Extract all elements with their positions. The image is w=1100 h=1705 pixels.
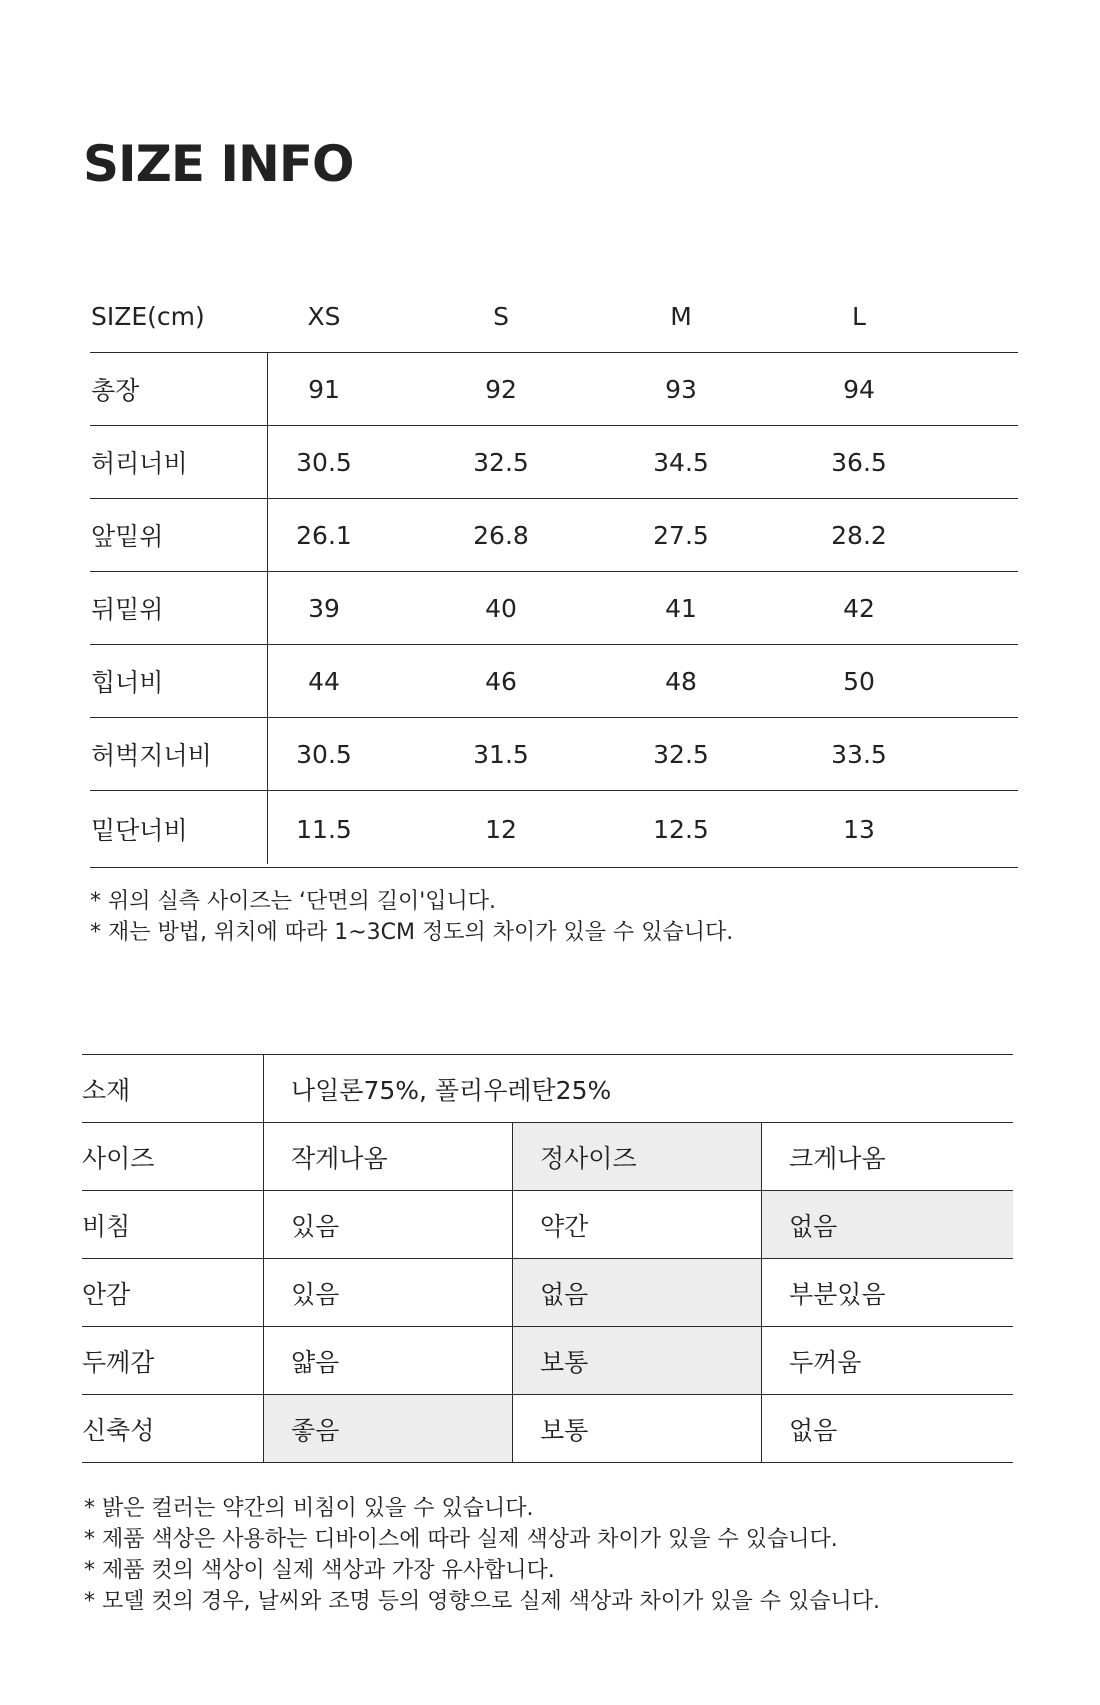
material-row: [82, 1055, 1013, 1123]
table-cell: 50: [843, 666, 875, 696]
row-label: 힙너비: [91, 668, 164, 697]
attribute-option: 작게나옴: [291, 1143, 388, 1173]
note-line: * 모델 컷의 경우, 날씨와 조명 등의 영향으로 실제 색상과 차이가 있을 수 있습니다.: [84, 1589, 880, 1614]
row-label: 뒤밑위: [91, 595, 164, 624]
table-cell: 12: [485, 814, 517, 844]
row-label: 허리너비: [91, 449, 188, 478]
table-cell: 44: [308, 666, 340, 696]
table-cell: 27.5: [653, 520, 709, 550]
table-cell: 39: [308, 593, 340, 623]
attribute-option: 없음: [761, 1191, 1013, 1258]
material-table: [82, 1054, 1013, 1463]
table-row: [90, 353, 1018, 426]
note-line: * 위의 실측 사이즈는 ‘단면의 길이'입니다.: [90, 889, 497, 914]
attribute-option: 보통: [512, 1395, 761, 1462]
table-cell: 30.5: [296, 447, 352, 477]
attribute-row: [82, 1191, 1013, 1259]
table-cell: 12.5: [653, 814, 709, 844]
attribute-row: [82, 1259, 1013, 1327]
attribute-option: 있음: [291, 1279, 340, 1309]
attribute-label: 신축성: [82, 1415, 155, 1445]
attribute-option: 얇음: [291, 1347, 340, 1377]
attribute-option: 약간: [512, 1191, 761, 1258]
table-cell: 93: [665, 374, 697, 404]
row-label: 허벅지너비: [91, 741, 212, 770]
material-label: 소재: [82, 1075, 131, 1105]
attribute-row: [82, 1395, 1013, 1463]
table-cell: 48: [665, 666, 697, 696]
table-cell: 32.5: [473, 447, 529, 477]
table-cell: 41: [665, 593, 697, 623]
note-line: * 밝은 컬러는 약간의 비침이 있을 수 있습니다.: [84, 1496, 534, 1521]
size-header-xs: XS: [307, 301, 341, 331]
table-cell: 92: [485, 374, 517, 404]
attribute-option: 두꺼움: [761, 1327, 1013, 1394]
size-header-l: L: [852, 301, 866, 331]
attribute-row: [82, 1123, 1013, 1191]
table-cell: 26.1: [296, 520, 352, 550]
table-cell: 26.8: [473, 520, 529, 550]
material-notes: [84, 1493, 880, 1617]
table-cell: 46: [485, 666, 517, 696]
attribute-label: 비침: [82, 1211, 131, 1241]
material-value: 나일론75%, 폴리우레탄25%: [291, 1075, 612, 1105]
table-row: [90, 499, 1018, 572]
size-table: [90, 280, 1018, 868]
table-row: [90, 718, 1018, 791]
table-cell: 11.5: [296, 814, 352, 844]
table-cell: 40: [485, 593, 517, 623]
size-header-s: S: [493, 301, 509, 331]
attribute-label: 안감: [82, 1279, 131, 1309]
attribute-label: 두께감: [82, 1347, 155, 1377]
table-cell: 91: [308, 374, 340, 404]
attribute-option: 없음: [761, 1395, 1013, 1462]
attribute-label: 사이즈: [82, 1143, 155, 1173]
attribute-option: 정사이즈: [512, 1123, 761, 1190]
table-cell: 33.5: [831, 739, 887, 769]
table-cell: 31.5: [473, 739, 529, 769]
table-cell: 30.5: [296, 739, 352, 769]
page-title: SIZE INFO: [83, 135, 354, 193]
attribute-option: 없음: [512, 1259, 761, 1326]
table-row: [90, 645, 1018, 718]
note-line: * 제품 컷의 색상이 실제 색상과 가장 유사합니다.: [84, 1558, 555, 1583]
table-cell: 28.2: [831, 520, 887, 550]
size-table-header: [90, 280, 1018, 353]
table-cell: 32.5: [653, 739, 709, 769]
note-line: * 재는 방법, 위치에 따라 1~3CM 정도의 차이가 있을 수 있습니다.: [90, 920, 734, 945]
row-label: 밑단너비: [91, 816, 188, 845]
size-header-m: M: [670, 301, 692, 331]
row-label: 총장: [91, 376, 140, 405]
attribute-option: 있음: [291, 1211, 340, 1241]
table-row: [90, 426, 1018, 499]
table-cell: 34.5: [653, 447, 709, 477]
size-header-label: SIZE(cm): [91, 301, 205, 331]
row-label: 앞밑위: [91, 522, 164, 551]
table-row: [90, 791, 1018, 868]
table-cell: 36.5: [831, 447, 887, 477]
attribute-row: [82, 1327, 1013, 1395]
attribute-option: 크게나옴: [761, 1123, 1013, 1190]
table-cell: 42: [843, 593, 875, 623]
attribute-option: 부분있음: [761, 1259, 1013, 1326]
table-row: [90, 572, 1018, 645]
attribute-option: 좋음: [264, 1395, 512, 1462]
attribute-option: 보통: [512, 1327, 761, 1394]
table-cell: 13: [843, 814, 875, 844]
size-notes: [90, 886, 733, 948]
note-line: * 제품 색상은 사용하는 디바이스에 따라 실제 색상과 차이가 있을 수 있습니다.: [84, 1527, 838, 1552]
table-cell: 94: [843, 374, 875, 404]
